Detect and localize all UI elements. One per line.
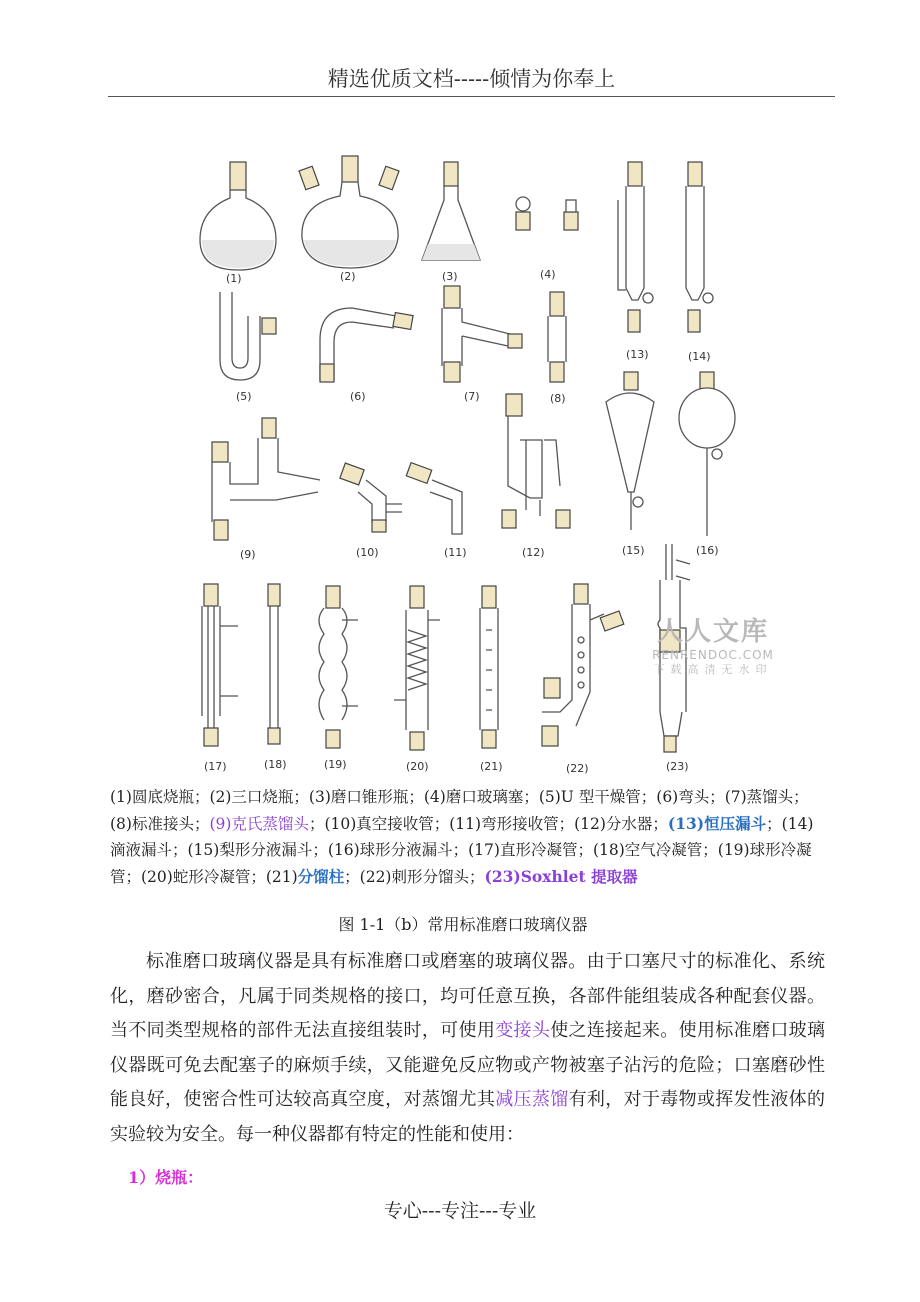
figure-label-17: (17) <box>204 760 227 773</box>
watermark <box>648 616 778 686</box>
bend-adapter-drawing <box>320 308 413 382</box>
caption-column-link[interactable]: 分馏柱 <box>297 866 345 886</box>
figure-label-14: (14) <box>688 350 711 363</box>
caption-claisen-link[interactable]: (9)克氏蒸馏头 <box>209 814 309 833</box>
page-footer: 专心---专注---专业 <box>383 1200 537 1222</box>
globe-separatory-funnel-drawing <box>679 372 735 536</box>
figure-label-12: (12) <box>522 546 545 559</box>
pressure-funnel-drawing <box>618 162 653 332</box>
paragraph-part-3: 有利，对于毒物或挥发性液体的实验较为安全。每一种仪器都有特定的性能和使用： <box>110 1089 826 1145</box>
watermark-url: RENRENDOC.COM <box>652 648 774 662</box>
vigreux-head-drawing <box>542 584 624 746</box>
u-drying-tube-drawing <box>220 292 276 380</box>
figure-label-16: (16) <box>696 544 719 557</box>
body-paragraph <box>110 945 825 1152</box>
claisen-head-drawing <box>212 418 320 540</box>
round-bottom-flask-drawing <box>200 162 276 270</box>
figure-label-20: (20) <box>406 760 429 773</box>
figure-label-7: (7) <box>464 390 480 403</box>
figure-label-4: (4) <box>540 268 556 281</box>
figure-caption <box>110 784 825 890</box>
pear-separatory-funnel-drawing <box>606 372 654 530</box>
conical-flask-drawing <box>422 162 480 260</box>
figure-label-1: (1) <box>226 272 242 285</box>
section-heading-flask: 1）烧瓶： <box>128 1168 204 1187</box>
figure-label-19: (19) <box>324 758 347 771</box>
three-neck-flask-drawing <box>299 156 399 268</box>
figure-label-6: (6) <box>350 390 366 403</box>
air-condenser-drawing <box>268 584 280 744</box>
figure-label-10: (10) <box>356 546 379 559</box>
bent-receiver-adapter-drawing <box>406 463 462 534</box>
caption-part-1: (1)圆底烧瓶；(2)三口烧瓶；(3)磨口锥形瓶；(4)磨口玻璃塞；(5)U 型干燥管；(6)弯头；(7)蒸馏头；(8)标准接头； <box>110 788 809 833</box>
glass-stoppers-drawing <box>516 197 578 230</box>
caption-part-7: ；(22)刺形分馏头； <box>344 867 485 886</box>
bulb-condenser-drawing <box>319 586 358 748</box>
paragraph-part-1: 标准磨口玻璃仪器是具有标准磨口或磨塞的玻璃仪器。由于口塞尺寸的标准化、系统化，磨砂密合，凡属于同类规格的接口，均可任意互换，各部件能组装成各种配套仪器。当不同类型规格的部件无法直接组装时，可使用 <box>110 951 825 1041</box>
figure-label-15: (15) <box>622 544 645 557</box>
figure-label-3: (3) <box>442 270 458 283</box>
figure-label-18: (18) <box>264 758 287 771</box>
dropping-funnel-drawing <box>686 162 713 332</box>
watermark-main: 人人文库 <box>656 617 769 647</box>
water-separator-drawing <box>502 394 570 528</box>
figure-label-5: (5) <box>236 390 252 403</box>
caption-pressure-funnel-link[interactable]: (13)恒压漏斗 <box>667 813 767 833</box>
figure-label-22: (22) <box>566 762 589 775</box>
figure-label-8: (8) <box>550 392 566 405</box>
caption-part-5: ；(14)滴液漏斗；(15)梨形分液漏斗；(16)球形分液漏斗；(17)直形冷凝管；(18)空气冷凝管；(19)球形冷凝管；(20)蛇形冷凝管；(21) <box>110 814 814 886</box>
paragraph-part-2: 使之连接起来。使用标准磨口玻璃仪器既可免去配塞子的麻烦手续，又能避免反应物或产物被塞子沾污的危险；口塞磨砂性能良好，使密合性可达较高真空度，对蒸馏尤其 <box>110 1020 826 1110</box>
figure-label-21: (21) <box>480 760 503 773</box>
watermark-sub: 下载高清无水印 <box>653 663 773 676</box>
coil-condenser-drawing <box>394 586 440 750</box>
figure-label-11: (11) <box>444 546 467 559</box>
figure-label-9: (9) <box>240 548 256 561</box>
distillation-head-drawing <box>442 286 522 382</box>
caption-part-3: ；(10)真空接收管；(11)弯形接收管；(12)分水器； <box>308 814 668 833</box>
vacuum-distillation-link[interactable]: 减压蒸馏 <box>495 1089 569 1110</box>
fractionating-column-drawing <box>480 586 498 748</box>
straight-condenser-drawing <box>202 584 238 746</box>
figure-label-2: (2) <box>340 270 356 283</box>
standard-adapter-drawing <box>548 292 566 382</box>
page-header <box>108 62 835 97</box>
figure-label-23: (23) <box>666 760 689 773</box>
caption-soxhlet-link[interactable]: (23)Soxhlet 提取器 <box>484 866 638 886</box>
figure-title: 图 1-1（b）常用标准磨口玻璃仪器 <box>338 915 588 934</box>
header-title: 精选优质文档-----倾情为你奉上 <box>327 67 616 91</box>
vacuum-adapter-drawing <box>340 463 402 532</box>
adapter-link[interactable]: 变接头 <box>495 1020 551 1041</box>
figure-label-13: (13) <box>626 348 649 361</box>
